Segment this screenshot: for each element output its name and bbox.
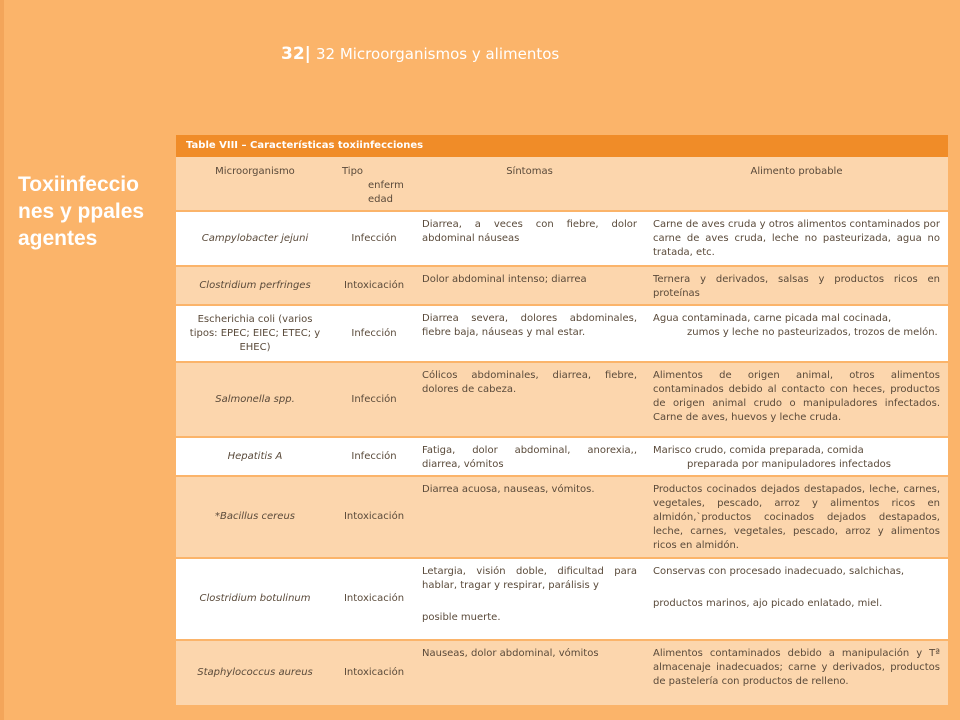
cell-alimento-line2: preparada por manipuladores infectados (687, 459, 892, 470)
cell-sintomas: Nauseas, dolor abdominal, vómitos (414, 640, 645, 706)
page-number: 32| (281, 44, 311, 64)
cell-sintomas: Diarrea severa, dolores abdominales, fiebre baja, náuseas y mal estar. (414, 305, 645, 362)
cell-alimento-line1: Agua contaminada, carne picada mal cocinada, (653, 313, 892, 324)
cell-sintomas: Cólicos abdominales, diarrea, fiebre, dolores de cabeza. (414, 362, 645, 437)
cell-sintomas (414, 558, 645, 640)
table-caption: Table VIII – Características toxiinfecciones (176, 135, 948, 157)
section-title: Toxiinfeccio nes y ppales agentes (18, 173, 145, 250)
cell-sintomas: Fatiga, dolor abdominal, anorexia,, diarrea, vómitos (414, 437, 645, 476)
cell-sintomas-line1: Letargia, visión doble, dificultad para hablar, tragar y respirar, parálisis y (422, 566, 637, 591)
table-row (176, 437, 948, 476)
cell-tipo: Infección (334, 305, 414, 362)
cell-tipo: Intoxicación (334, 266, 414, 305)
cell-alimento: Ternera y derivados, salsas y productos ricos en proteínas (645, 266, 948, 305)
cell-tipo: Intoxicación (334, 476, 414, 558)
header-tipo-label: Tipo (342, 166, 364, 177)
data-table (176, 157, 948, 707)
cell-micro: Clostridium perfringes (176, 266, 334, 305)
cell-alimento-line1: Conservas con procesado inadecuado, salchichas, (653, 566, 905, 577)
table-row (176, 211, 948, 266)
table-row (176, 266, 948, 305)
page-title: 32 Microorganismos y alimentos (315, 45, 560, 63)
cell-alimento: Productos cocinados dejados destapados, leche, carnes, vegetales, pescado, arroz y alimentos ricos en almidón,`productos cocinados dejados destapados, leche, carnes, vegetales, pescado, arroz y alimentos ricos en almidón. (645, 476, 948, 558)
cell-tipo: Infección (334, 362, 414, 437)
cell-tipo: Intoxicación (334, 558, 414, 640)
cell-sintomas: Dolor abdominal intenso; diarrea (414, 266, 645, 305)
cell-tipo: Intoxicación (334, 640, 414, 706)
cell-tipo: Infección (334, 211, 414, 266)
table-row (176, 640, 948, 706)
cell-alimento: Alimentos de origen animal, otros alimentos contaminados debido al contacto con heces, productos de origen animal crudo o manipuladores infectados. Carne de aves, huevos y leche cruda. (645, 362, 948, 437)
header-alimento: Alimento probable (645, 157, 948, 211)
cell-tipo: Infección (334, 437, 414, 476)
cell-alimento (645, 305, 948, 362)
table-row (176, 476, 948, 558)
cell-alimento (645, 437, 948, 476)
page-header (281, 44, 559, 64)
cell-micro: Campylobacter jejuni (176, 211, 334, 266)
table-row (176, 362, 948, 437)
cell-alimento-line2: productos marinos, ajo picado enlatado, miel. (653, 598, 883, 609)
left-edge-strip (0, 0, 4, 720)
cell-micro: *Bacillus cereus (176, 476, 334, 558)
cell-sintomas: Diarrea, a veces con fiebre, dolor abdominal náuseas (414, 211, 645, 266)
cell-alimento-line2: zumos y leche no pasteurizados, trozos de melón. (687, 327, 938, 338)
toxiinfecciones-table (176, 135, 948, 707)
cell-alimento: Carne de aves cruda y otros alimentos contaminados por carne de aves cruda, leche no pasteurizada, agua no tratada, etc. (645, 211, 948, 266)
cell-micro: Hepatitis A (176, 437, 334, 476)
header-tipo (334, 157, 414, 211)
cell-alimento-line1: Marisco crudo, comida preparada, comida (653, 445, 864, 456)
cell-sintomas-line2: posible muerte. (422, 612, 501, 623)
cell-sintomas: Diarrea acuosa, nauseas, vómitos. (414, 476, 645, 558)
cell-alimento (645, 558, 948, 640)
header-sintomas: Síntomas (414, 157, 645, 211)
table-row (176, 305, 948, 362)
table-header-row (176, 157, 948, 211)
cell-micro: Clostridium botulinum (176, 558, 334, 640)
cell-alimento: Alimentos contaminados debido a manipulación y Tª almacenaje inadecuados; carne y derivados, productos de pastelería con productos de relleno. (645, 640, 948, 706)
header-tipo-sub: enferm edad (368, 180, 404, 205)
table-row (176, 558, 948, 640)
cell-micro: Salmonella spp. (176, 362, 334, 437)
cell-micro: Escherichia coli (varios tipos: EPEC; EIEC; ETEC; y EHEC) (176, 305, 334, 362)
header-microorganismo: Microorganismo (176, 157, 334, 211)
cell-micro: Staphylococcus aureus (176, 640, 334, 706)
